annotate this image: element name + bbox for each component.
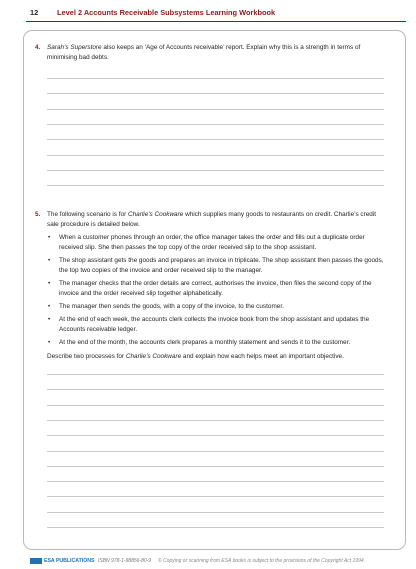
bullet-icon: • — [48, 339, 51, 346]
answer-line[interactable] — [47, 78, 384, 79]
answer-line[interactable] — [47, 155, 384, 156]
page-header — [0, 0, 416, 22]
answer-line[interactable] — [47, 374, 384, 375]
question-number: 4. — [35, 44, 41, 51]
describe-instruction — [47, 352, 387, 362]
answer-line[interactable] — [47, 481, 384, 482]
publisher-name — [44, 555, 94, 567]
question-body: also keeps an ‘Age of Accounts receivable’ report. Explain why this is a strength in terms of minimising bad debts. — [47, 44, 361, 61]
page-number: 12 — [30, 8, 39, 17]
answer-line[interactable] — [47, 124, 384, 125]
bullet-icon: • — [48, 257, 51, 264]
answer-line[interactable] — [47, 512, 384, 513]
describe-after: and explain how each helps meet an important objective. — [181, 353, 344, 360]
bullet-icon: • — [48, 316, 51, 323]
list-item — [47, 338, 385, 348]
list-item-text: The manager checks that the order details are correct, authorises the invoice, then files the second copy of the invoice and the order received slip together alphabetically. — [59, 280, 372, 297]
answer-line[interactable] — [47, 420, 384, 421]
esa-logo — [30, 558, 42, 564]
company-name: Charlie’s Cookware — [125, 353, 182, 360]
list-item-text: When a customer phones through an order, the office manager takes the order and fills out a duplicate order received slip. She then passes the top copy of the order received slip to the shop assistant. — [59, 234, 365, 251]
answer-line[interactable] — [47, 496, 384, 497]
list-item — [47, 315, 385, 335]
question-text — [47, 43, 387, 63]
bullet-icon: • — [48, 303, 51, 310]
answer-line[interactable] — [47, 185, 384, 186]
procedure-list — [47, 233, 385, 351]
answer-line[interactable] — [47, 139, 384, 140]
list-item — [47, 256, 385, 276]
copyright-notice: © Copying or scanning from ESA books is subject to the provisions of the Copyright Act 1994. — [158, 558, 366, 564]
intro-before: The following scenario is for — [47, 211, 128, 218]
list-item-text: The shop assistant gets the goods and prepares an invoice in triplicate. The shop assistant then passes the goods, the top two copies of the invoice and order received slip to the manager. — [59, 257, 384, 274]
answer-line[interactable] — [47, 451, 384, 452]
bullet-icon: • — [48, 234, 51, 241]
question-number: 5. — [35, 211, 41, 218]
list-item-text: At the end of each week, the accounts clerk collects the invoice book from the shop assistant and updates the Accounts receivable ledger. — [59, 316, 370, 333]
answer-line[interactable] — [47, 109, 384, 110]
answer-line[interactable] — [47, 466, 384, 467]
answer-line[interactable] — [47, 435, 384, 436]
answer-line[interactable] — [47, 93, 384, 94]
list-item-text: The manager then sends the goods, with a copy of the invoice, to the customer. — [59, 303, 284, 310]
list-item — [47, 233, 385, 253]
answer-line[interactable] — [47, 170, 384, 171]
list-item — [47, 302, 385, 312]
publisher-label: PUBLICATIONS — [55, 558, 95, 564]
list-item-text: At the end of the month, the accounts clerk prepares a monthly statement and sends it to the customer. — [59, 339, 351, 346]
header-rule — [26, 21, 406, 22]
question-text — [47, 210, 387, 230]
isbn: ISBN 978-1-98856-80-9 — [98, 558, 152, 564]
book-title: Level 2 Accounts Receivable Subsystems Learning Workbook — [57, 8, 276, 17]
answer-line[interactable] — [47, 389, 384, 390]
company-name: Charlie’s Cookware — [128, 211, 184, 218]
list-item — [47, 279, 385, 299]
logo-text: ESA — [44, 558, 55, 564]
describe-before: Describe two processes for — [47, 353, 126, 360]
company-name: Sarah’s Superstore — [47, 44, 102, 51]
answer-line[interactable] — [47, 527, 384, 528]
bullet-icon: • — [48, 280, 51, 287]
intro-after: which supplies many goods to restaurants on credit. Charlie’s credit sale procedure is detailed below. — [47, 211, 377, 228]
answer-line[interactable] — [47, 405, 384, 406]
